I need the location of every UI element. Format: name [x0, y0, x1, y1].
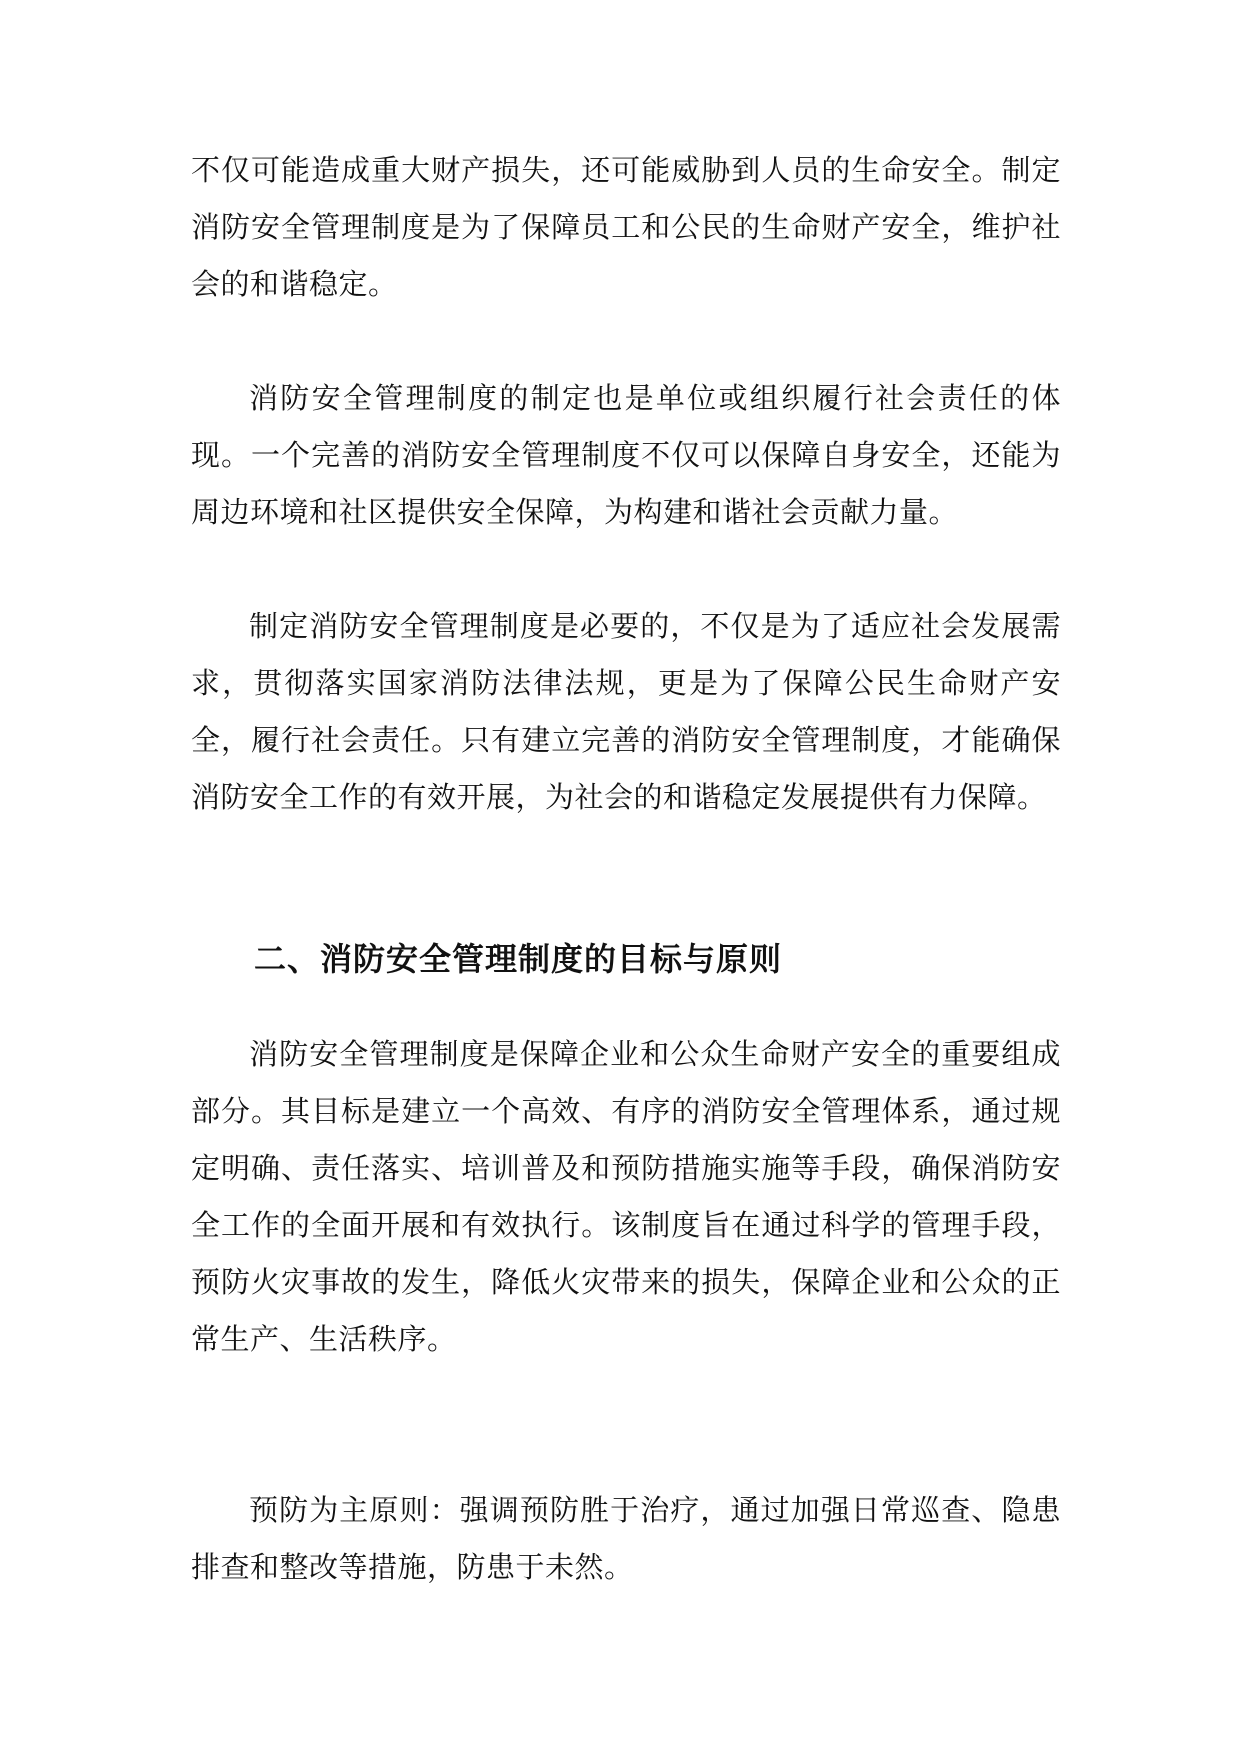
- paragraph-social-responsibility: 消防安全管理制度的制定也是单位或组织履行社会责任的体现。一个完善的消防安全管理制度不仅可以保障自身安全，还能为周边环境和社区提供安全保障，为构建和谐社会贡献力量。: [191, 381, 1061, 529]
- paragraph-continuation: 不仅可能造成重大财产损失，还可能威胁到人员的生命安全。制定消防安全管理制度是为了保障员工和公民的生命财产安全，维护社会的和谐稳定。: [191, 153, 1061, 301]
- paragraph-necessity: 制定消防安全管理制度是必要的，不仅是为了适应社会发展需求，贯彻落实国家消防法律法规，更是为了保障公民生命财产安全，履行社会责任。只有建立完善的消防安全管理制度，才能确保消防安全工作的有效开展，为社会的和谐稳定发展提供有力保障。: [191, 609, 1061, 814]
- section-heading: 二、消防安全管理制度的目标与原则: [254, 940, 783, 978]
- paragraph-prevention-principle: 预防为主原则：强调预防胜于治疗，通过加强日常巡查、隐患排查和整改等措施，防患于未然。: [191, 1493, 1061, 1584]
- paragraph-goals: 消防安全管理制度是保障企业和公众生命财产安全的重要组成部分。其目标是建立一个高效、有序的消防安全管理体系，通过规定明确、责任落实、培训普及和预防措施实施等手段，确保消防安全工作的全面开展和有效执行。该制度旨在通过科学的管理手段，预防火灾事故的发生，降低火灾带来的损失，保障企业和公众的正常生产、生活秩序。: [191, 1037, 1061, 1356]
